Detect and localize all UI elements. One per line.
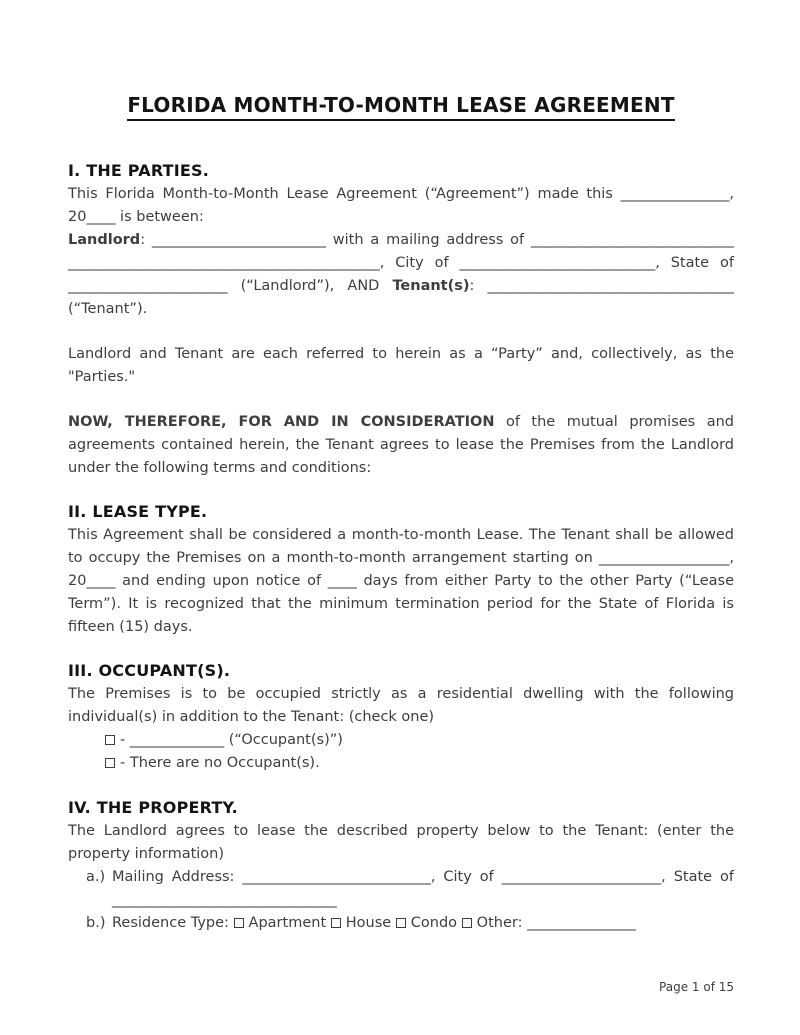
consideration-lead-in: NOW, THEREFORE, FOR AND IN CONSIDERATION: [68, 414, 495, 430]
document-title-text: FLORIDA MONTH-TO-MONTH LEASE AGREEMENT: [127, 93, 674, 121]
consideration-paragraph: [68, 411, 734, 480]
lease-type-paragraph: This Agreement shall be considered a month-to-month Lease. The Tenant shall be allowed to occupy the Premises on a month-to-month arrangement starting on __________________, 20____ and ending upon notice of ____ days from either Party to the other Party (“Lease Term”). It is recognized that the minimum termination period for the State of Florida is fifteen (15) days.: [68, 527, 734, 635]
occupant-option-none-text: - There are no Occupant(s).: [120, 755, 320, 771]
residence-type-line: [112, 912, 734, 935]
residence-option-apartment: Apartment: [248, 915, 327, 931]
tenant-details-text: : __________________________________ (“Tenant”).: [68, 278, 734, 317]
parties-collective-paragraph: Landlord and Tenant are each referred to herein as a “Party” and, collectively, as the "Parties.": [68, 346, 734, 385]
consideration-text: of the mutual promises and agreements contained herein, the Tenant agrees to lease the Premises from the Landlord under the following terms and conditions:: [68, 414, 734, 476]
occupant-options: [68, 729, 734, 775]
list-label-b: b.): [86, 915, 106, 931]
page-number: Page 1 of 15: [659, 980, 734, 994]
residence-type-label: Residence Type:: [112, 915, 229, 931]
checkbox-icon: [234, 918, 244, 928]
checkbox-icon: [331, 918, 341, 928]
property-item-residence-type: [68, 912, 734, 935]
section-occupants-heading: III. OCCUPANT(S).: [68, 661, 231, 680]
parties-landlord-paragraph: [68, 229, 734, 321]
section-occupants: [68, 659, 734, 775]
occupant-option-named-text: - _____________ (“Occupant(s)”): [120, 732, 343, 748]
residence-option-other-label: Other:: [476, 915, 523, 931]
landlord-label: Landlord: [68, 232, 141, 248]
landlord-details-text: : ________________________ with a mailing address of ____________________________ ___________________________________________, City of ___________________________, State of ______________________ (“Landlord”), AND: [68, 232, 734, 294]
property-paragraph: The Landlord agrees to lease the described property below to the Tenant: (enter the property information): [68, 823, 734, 862]
checkbox-icon: [105, 758, 115, 768]
parties-intro-paragraph: This Florida Month-to-Month Lease Agreement (“Agreement”) made this _______________, 20____ is between:: [68, 186, 734, 225]
checkbox-icon: [396, 918, 406, 928]
tenant-label: Tenant(s): [392, 278, 470, 294]
section-parties: [68, 159, 734, 480]
occupants-paragraph: The Premises is to be occupied strictly as a residential dwelling with the following individual(s) in addition to the Tenant: (check one): [68, 686, 734, 725]
occupant-option-named: [68, 729, 734, 752]
residence-option-other-blank: _______________: [527, 915, 636, 931]
section-property: [68, 796, 734, 935]
property-item-mailing-address: [68, 866, 734, 912]
checkbox-icon: [105, 735, 115, 745]
checkbox-icon: [462, 918, 472, 928]
residence-option-house: House: [345, 915, 392, 931]
occupant-option-none: [68, 752, 734, 775]
section-lease-type: [68, 500, 734, 639]
residence-option-condo: Condo: [410, 915, 458, 931]
section-property-heading: IV. THE PROPERTY.: [68, 798, 238, 817]
document-title: [68, 92, 734, 118]
section-parties-heading: I. THE PARTIES.: [68, 161, 210, 180]
section-lease-type-heading: II. LEASE TYPE.: [68, 502, 208, 521]
list-label-a: a.): [86, 869, 106, 885]
mailing-address-text: Mailing Address: __________________________, City of ______________________, State of _______________________________: [112, 869, 734, 908]
